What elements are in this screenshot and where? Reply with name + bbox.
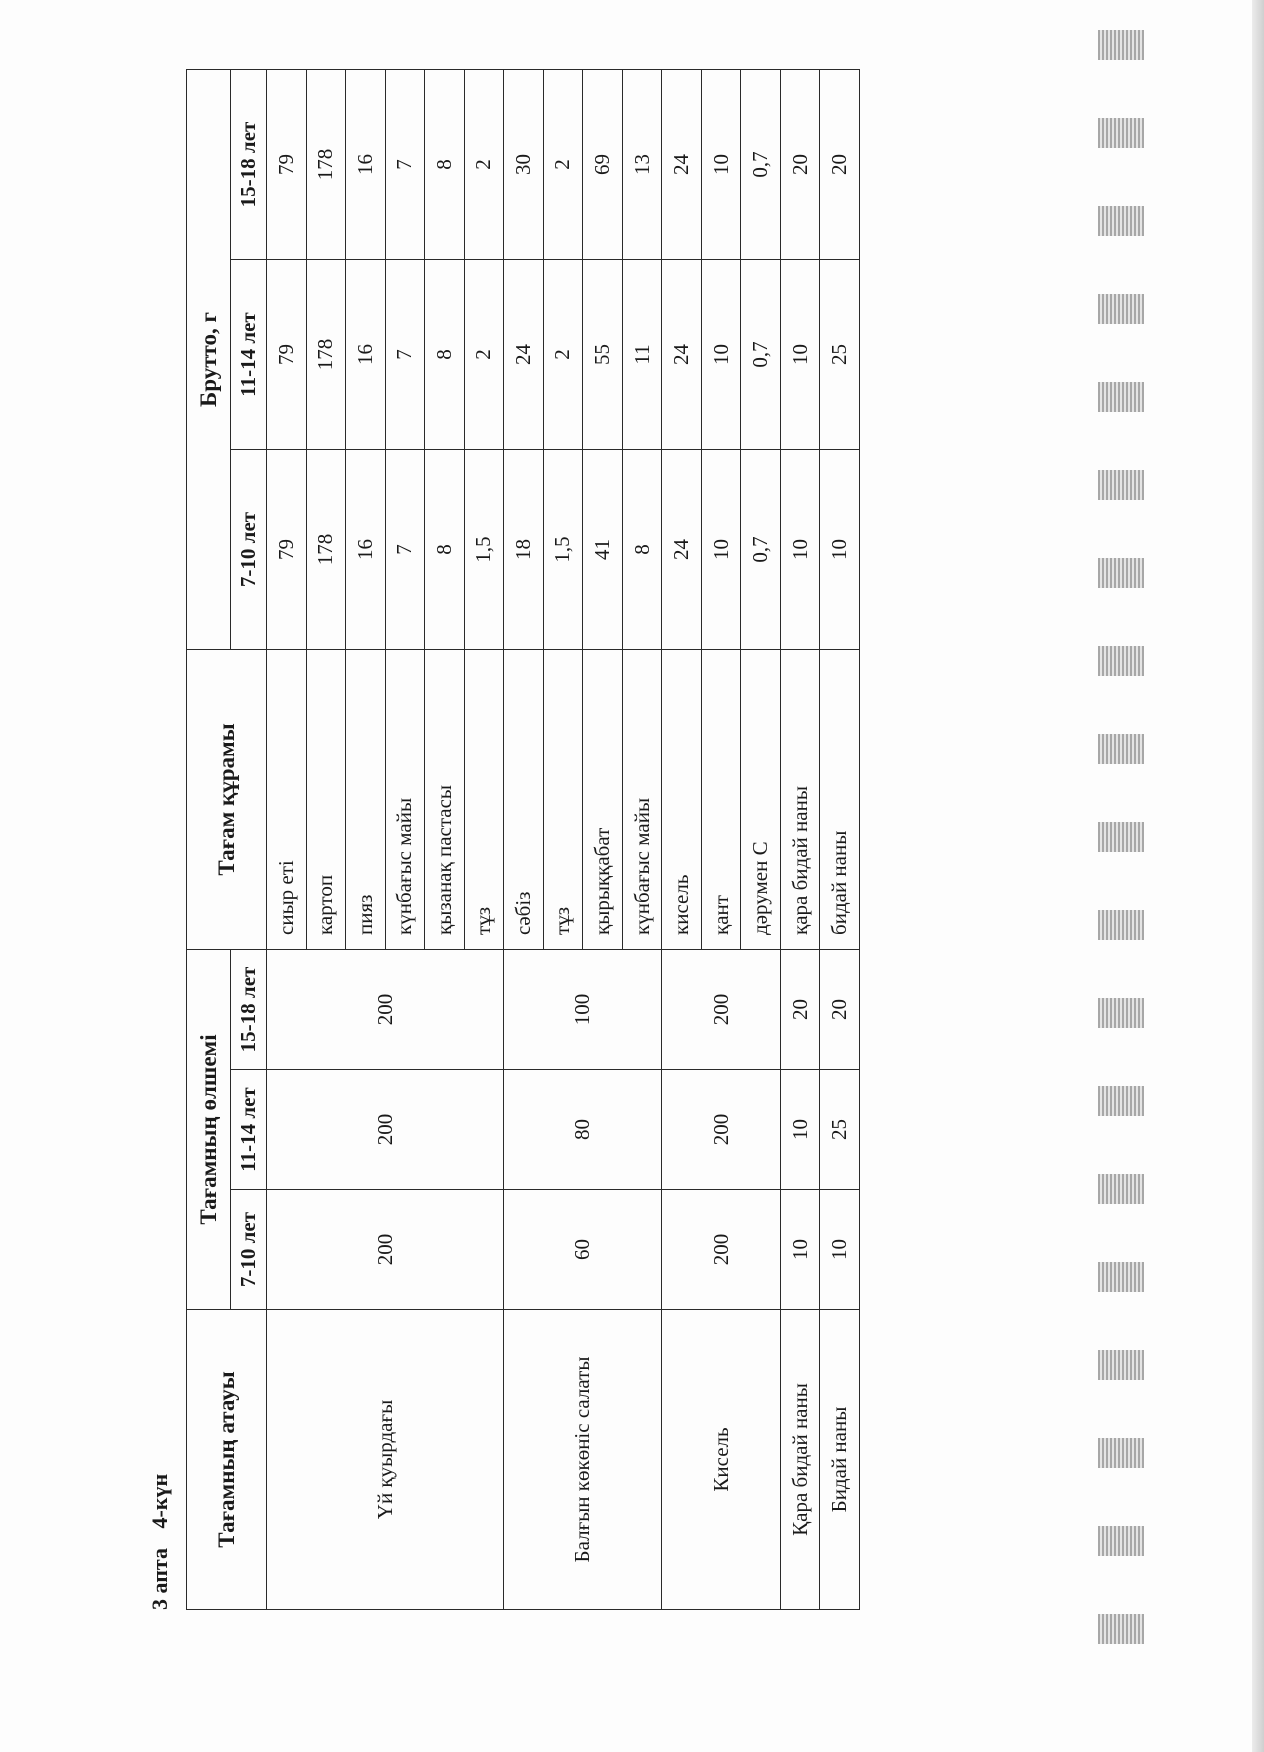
dish-name: Үй қуырдағы bbox=[267, 1310, 504, 1610]
binder-hole bbox=[1098, 910, 1144, 940]
ingredient-name: дәрумен С bbox=[741, 649, 781, 949]
gross-15-18: 10 bbox=[701, 69, 741, 259]
dish-name: Қара бидай наны bbox=[780, 1310, 820, 1610]
portion-7-10: 200 bbox=[662, 1190, 781, 1310]
portion-11-14: 200 bbox=[662, 1070, 781, 1190]
table-row bbox=[662, 69, 702, 1609]
day-label: 4-күн bbox=[147, 1473, 172, 1529]
week-label: 3 апта bbox=[147, 1548, 172, 1610]
gross-7-10: 8 bbox=[622, 449, 662, 649]
gross-15-18: 20 bbox=[780, 69, 820, 259]
gross-15-18: 8 bbox=[425, 69, 465, 259]
gross-header: Брутто, г bbox=[187, 69, 231, 649]
gross-15-18: 20 bbox=[820, 69, 860, 259]
gross-11-14: 7 bbox=[385, 259, 425, 449]
gross-11-14: 178 bbox=[306, 259, 346, 449]
table-row bbox=[267, 69, 307, 1609]
gross-15-18: 7 bbox=[385, 69, 425, 259]
menu-table bbox=[186, 69, 860, 1610]
gross-15-18: 24 bbox=[662, 69, 702, 259]
portion-11-14: 80 bbox=[504, 1070, 662, 1190]
table-row bbox=[504, 69, 544, 1609]
binder-hole bbox=[1098, 470, 1144, 500]
gross-7-10: 16 bbox=[346, 449, 386, 649]
binder-hole bbox=[1098, 998, 1144, 1028]
ingredient-name: қара бидай наны bbox=[780, 649, 820, 949]
ingredient-name: картоп bbox=[306, 649, 346, 949]
gross-7-10: 10 bbox=[820, 449, 860, 649]
gross-7-10: 8 bbox=[425, 449, 465, 649]
gross-11-14: 0,7 bbox=[741, 259, 781, 449]
binder-hole bbox=[1098, 30, 1144, 60]
gross-7-10: 1,5 bbox=[543, 449, 583, 649]
binder-hole bbox=[1098, 558, 1144, 588]
portion-15-18: 200 bbox=[662, 949, 781, 1069]
gross-11-14: 16 bbox=[346, 259, 386, 449]
gross-15-18: 178 bbox=[306, 69, 346, 259]
portion-header: Тағамның өлшемі bbox=[187, 949, 231, 1309]
gross-11-14: 79 bbox=[267, 259, 307, 449]
portion-11-14: 25 bbox=[820, 1070, 860, 1190]
ingredient-name: күнбағыс майы bbox=[622, 649, 662, 949]
binder-hole bbox=[1098, 1438, 1144, 1468]
gross-11-14: 11 bbox=[622, 259, 662, 449]
gross-7-10: 1,5 bbox=[464, 449, 504, 649]
gross-15-18: 0,7 bbox=[741, 69, 781, 259]
gross-11-14: 24 bbox=[504, 259, 544, 449]
gross-11-14: 10 bbox=[701, 259, 741, 449]
table-row bbox=[820, 69, 860, 1609]
portion-7-10: 60 bbox=[504, 1190, 662, 1310]
ingredient-name: бидай наны bbox=[820, 649, 860, 949]
ingredient-name: тұз bbox=[543, 649, 583, 949]
binder-hole bbox=[1098, 1086, 1144, 1116]
ingredient-name: қант bbox=[701, 649, 741, 949]
gross-11-14: 2 bbox=[543, 259, 583, 449]
composition-header: Тағам құрамы bbox=[187, 649, 267, 949]
dish-name: Бидай наны bbox=[820, 1310, 860, 1610]
binder-hole bbox=[1098, 1614, 1144, 1644]
portion-age-header: 15-18 лет bbox=[231, 949, 267, 1069]
gross-15-18: 69 bbox=[583, 69, 623, 259]
binder-hole bbox=[1098, 1174, 1144, 1204]
portion-15-18: 100 bbox=[504, 949, 662, 1069]
binder-hole bbox=[1098, 646, 1144, 676]
portion-age-header: 7-10 лет bbox=[231, 1190, 267, 1310]
gross-15-18: 2 bbox=[464, 69, 504, 259]
menu-body bbox=[267, 69, 860, 1609]
ingredient-name: сиыр еті bbox=[267, 649, 307, 949]
portion-15-18: 20 bbox=[780, 949, 820, 1069]
binder-hole bbox=[1098, 1350, 1144, 1380]
ingredient-name: кисель bbox=[662, 649, 702, 949]
gross-7-10: 10 bbox=[780, 449, 820, 649]
ingredient-name: тұз bbox=[464, 649, 504, 949]
gross-7-10: 178 bbox=[306, 449, 346, 649]
gross-11-14: 24 bbox=[662, 259, 702, 449]
gross-7-10: 79 bbox=[267, 449, 307, 649]
gross-11-14: 8 bbox=[425, 259, 465, 449]
portion-15-18: 20 bbox=[820, 949, 860, 1069]
binder-hole bbox=[1098, 1526, 1144, 1556]
portion-15-18: 200 bbox=[267, 949, 504, 1069]
gross-age-header: 15-18 лет bbox=[231, 69, 267, 259]
binder-hole bbox=[1098, 822, 1144, 852]
page-heading bbox=[140, 1474, 180, 1610]
portion-11-14: 200 bbox=[267, 1070, 504, 1190]
gross-11-14: 10 bbox=[780, 259, 820, 449]
gross-11-14: 25 bbox=[820, 259, 860, 449]
table-row bbox=[780, 69, 820, 1609]
gross-15-18: 16 bbox=[346, 69, 386, 259]
ingredient-name: сәбіз bbox=[504, 649, 544, 949]
binder-hole bbox=[1098, 1262, 1144, 1292]
gross-15-18: 30 bbox=[504, 69, 544, 259]
gross-15-18: 79 bbox=[267, 69, 307, 259]
binder-hole bbox=[1098, 734, 1144, 764]
binder-hole bbox=[1098, 206, 1144, 236]
gross-11-14: 2 bbox=[464, 259, 504, 449]
gross-7-10: 18 bbox=[504, 449, 544, 649]
gross-15-18: 2 bbox=[543, 69, 583, 259]
portion-7-10: 10 bbox=[780, 1190, 820, 1310]
portion-age-header: 11-14 лет bbox=[231, 1070, 267, 1190]
gross-7-10: 0,7 bbox=[741, 449, 781, 649]
ingredient-name: қырыққабат bbox=[583, 649, 623, 949]
dish-name-header: Тағамның атауы bbox=[187, 1310, 267, 1610]
dish-name: Балғын көкөніс салаты bbox=[504, 1310, 662, 1610]
dish-name: Кисель bbox=[662, 1310, 781, 1610]
gross-age-header: 11-14 лет bbox=[231, 259, 267, 449]
gross-7-10: 7 bbox=[385, 449, 425, 649]
binder-hole bbox=[1098, 382, 1144, 412]
portion-7-10: 200 bbox=[267, 1190, 504, 1310]
ingredient-name: күнбағыс майы bbox=[385, 649, 425, 949]
header-row bbox=[187, 69, 231, 1609]
page-edge bbox=[1252, 0, 1264, 1752]
ingredient-name: қызанақ пастасы bbox=[425, 649, 465, 949]
ingredient-name: пияз bbox=[346, 649, 386, 949]
portion-7-10: 10 bbox=[820, 1190, 860, 1310]
gross-age-header: 7-10 лет bbox=[231, 449, 267, 649]
gross-7-10: 24 bbox=[662, 449, 702, 649]
gross-11-14: 55 bbox=[583, 259, 623, 449]
gross-7-10: 10 bbox=[701, 449, 741, 649]
binder-hole bbox=[1098, 118, 1144, 148]
portion-11-14: 10 bbox=[780, 1070, 820, 1190]
binder-hole bbox=[1098, 294, 1144, 324]
rotated-document bbox=[140, 70, 870, 1610]
binder-holes bbox=[1098, 30, 1144, 1730]
gross-7-10: 41 bbox=[583, 449, 623, 649]
gross-15-18: 13 bbox=[622, 69, 662, 259]
